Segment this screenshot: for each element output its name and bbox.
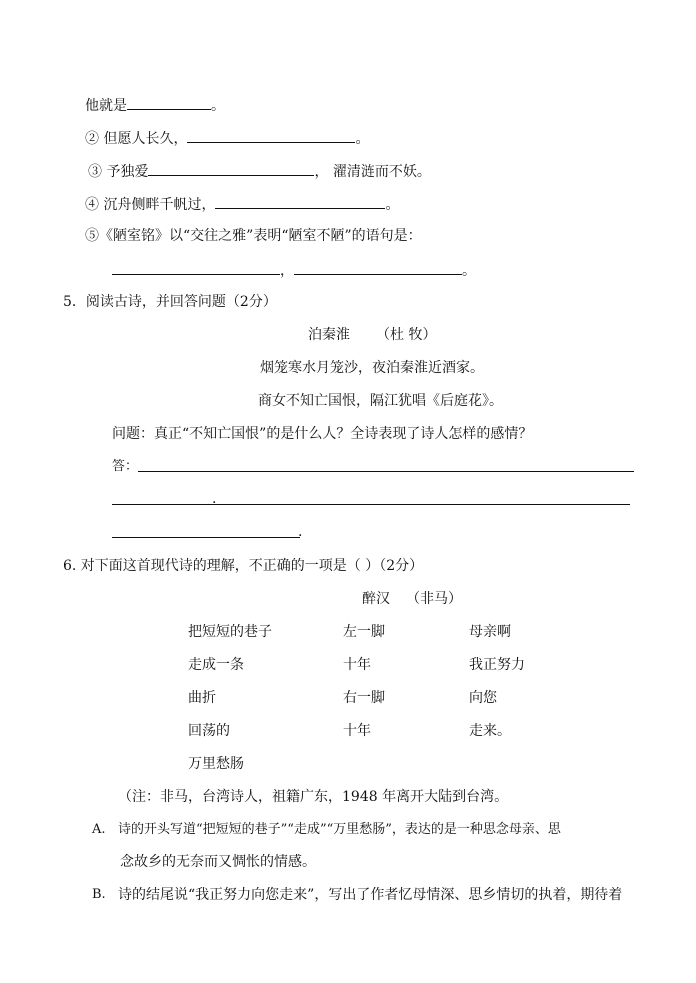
q6-col3-line: 向您 bbox=[469, 690, 497, 706]
fill-item-5 bbox=[85, 227, 422, 245]
q6-col1-line: 回荡的 bbox=[188, 723, 230, 739]
fill-item-5-sep: ， bbox=[280, 263, 294, 279]
fill-item-4-text: ④ 沉舟侧畔千帆过， bbox=[85, 197, 216, 213]
blank-line[interactable] bbox=[294, 260, 462, 275]
q6-col2-line: 十年 bbox=[343, 723, 371, 739]
fill-item-0 bbox=[85, 95, 225, 115]
blank-line[interactable] bbox=[187, 128, 355, 143]
q5-poem-title: 泊秦淮 bbox=[308, 327, 350, 343]
fill-item-4-end: 。 bbox=[385, 197, 400, 213]
blank-line[interactable] bbox=[112, 260, 280, 275]
q6-poem-title: 醉汉 bbox=[362, 591, 390, 607]
q6-option-b-line-1: 诗的结尾说“我正努力向您走来”，写出了作者忆母情深、思乡情切的执着，期待着 bbox=[118, 887, 623, 903]
q5-answer-label: 答： bbox=[112, 459, 139, 474]
answer-line-3[interactable] bbox=[112, 537, 300, 538]
q6-col3-line: 母亲啊 bbox=[469, 624, 511, 640]
q5-poem-line-1: 烟笼寒水月笼沙，夜泊秦淮近酒家。 bbox=[260, 360, 484, 376]
fill-item-5-text: ⑤《陋室铭》以“交往之雅”表明“陋室不陋”的语句是： bbox=[85, 228, 422, 244]
fill-item-2 bbox=[85, 128, 369, 148]
q6-col2-line: 左一脚 bbox=[343, 624, 385, 640]
fill-item-3-text: ③ 予独爱 bbox=[88, 164, 149, 180]
answer-line-2[interactable] bbox=[112, 504, 630, 505]
q6-poem-author: （非马） bbox=[406, 591, 462, 607]
q6-option-a-label: A. bbox=[92, 822, 106, 837]
q6-heading: 6. 对下面这首现代诗的理解，不正确的一项是（ ）（2分） bbox=[63, 558, 424, 574]
fill-item-2-end: 。 bbox=[355, 131, 370, 147]
q5-dot-2: . bbox=[298, 524, 303, 540]
q5-poem-line-2: 商女不知亡国恨，隔江犹唱《后庭花》。 bbox=[258, 393, 503, 409]
q6-col1-line: 万里愁肠 bbox=[188, 756, 244, 772]
blank-line[interactable] bbox=[148, 161, 314, 176]
fill-item-5-end: 。 bbox=[462, 263, 476, 279]
q6-note: （注：非马，台湾诗人，祖籍广东，1948 年离开大陆到台湾。 bbox=[118, 789, 509, 805]
q5-heading: 5．阅读古诗，并回答问题（2分） bbox=[63, 294, 277, 310]
q5-question: 问题：真正“不知亡国恨”的是什么人？全诗表现了诗人怎样的感情？ bbox=[112, 426, 533, 442]
fill-item-4 bbox=[85, 194, 399, 214]
q5-dot-1: . bbox=[212, 491, 217, 507]
q6-poem-title-row bbox=[362, 590, 462, 608]
q6-col3-line: 走来。 bbox=[469, 723, 511, 739]
fill-item-0-text: 他就是 bbox=[85, 98, 127, 114]
fill-item-0-end: 。 bbox=[211, 98, 225, 114]
answer-line-1[interactable] bbox=[138, 471, 634, 472]
q6-option-a-line-1: 诗的开头写道“把短短的巷子”“走成”“万里愁肠”，表达的是一种思念母亲、思 bbox=[118, 822, 561, 837]
q6-col1-line: 把短短的巷子 bbox=[188, 624, 272, 640]
blank-line[interactable] bbox=[215, 194, 385, 209]
q6-option-a-line-2: 念故乡的无奈而又惆怅的情感。 bbox=[120, 854, 316, 870]
q6-col2-line: 右一脚 bbox=[343, 690, 385, 706]
q6-col3-line: 我正努力 bbox=[469, 657, 525, 673]
q6-col1-line: 曲折 bbox=[188, 690, 216, 706]
q6-option-b-label: B. bbox=[92, 887, 106, 902]
q6-col1-line: 走成一条 bbox=[188, 657, 244, 673]
fill-item-2-text: ② 但愿人长久， bbox=[85, 131, 188, 147]
q5-poem-title-row bbox=[308, 326, 436, 344]
blank-line[interactable] bbox=[127, 95, 211, 110]
fill-item-3-mid: ， 濯清涟而不妖。 bbox=[314, 164, 431, 180]
q6-col2-line: 十年 bbox=[343, 657, 371, 673]
fill-item-3 bbox=[88, 161, 431, 181]
fill-item-5-answer bbox=[112, 260, 476, 280]
q5-poem-author: （杜 牧） bbox=[376, 327, 437, 343]
